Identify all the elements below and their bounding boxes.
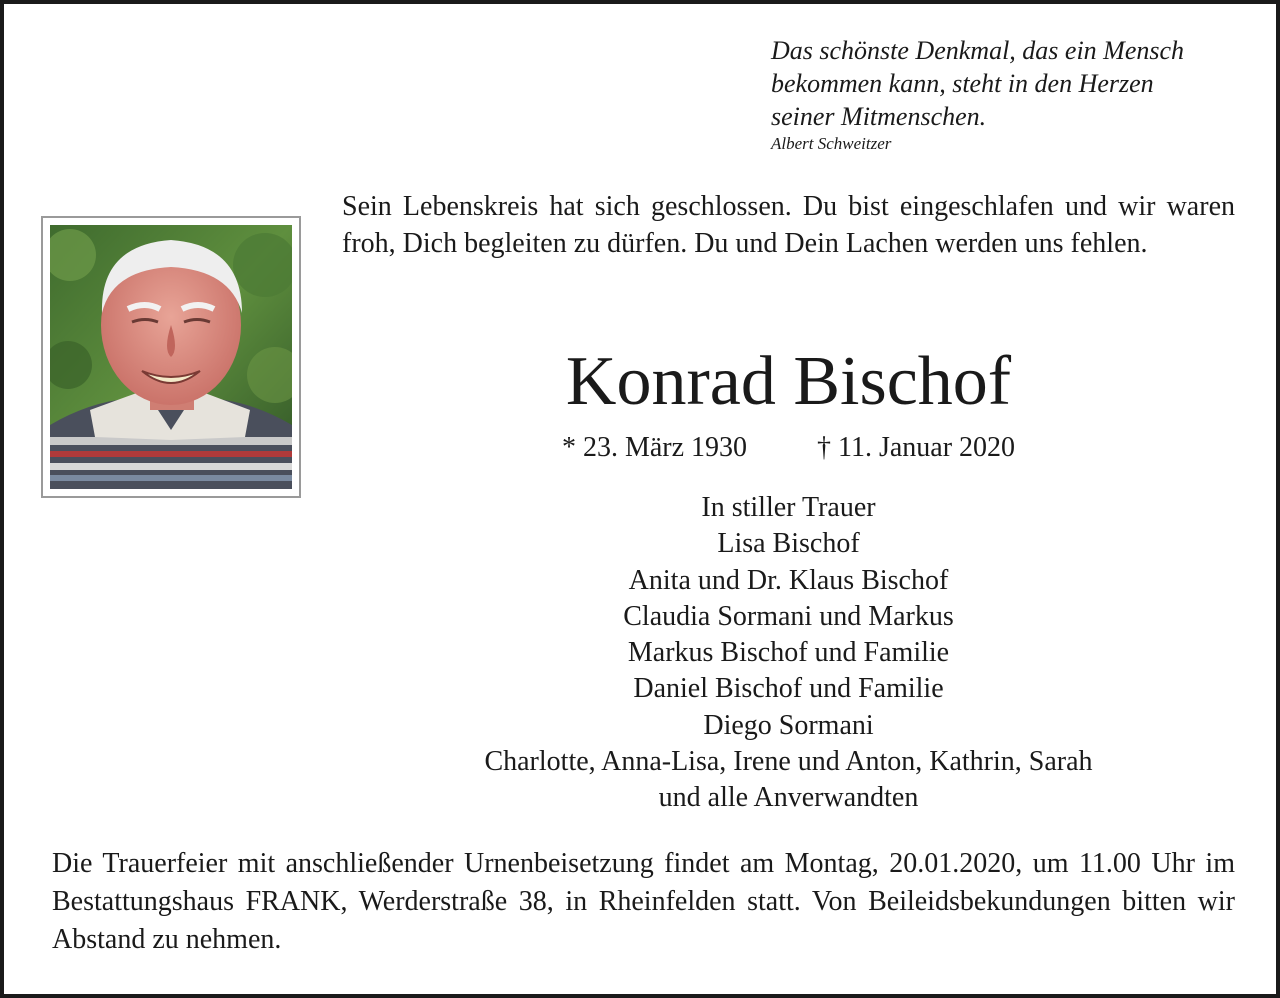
death-date: † 11. Januar 2020 <box>817 432 1016 463</box>
epigraph-quote <box>771 34 1251 155</box>
mourner-line: Anita und Dr. Klaus Bischof <box>628 564 949 596</box>
portrait-photo <box>41 216 301 498</box>
portrait-image <box>50 225 292 489</box>
quote-line: seiner Mitmenschen. <box>771 102 987 131</box>
mourner-line: Markus Bischof und Familie <box>627 637 950 669</box>
quote-line: Das schönste Denkmal, das ein Mensch <box>771 36 1185 65</box>
mourners-list <box>342 490 1235 817</box>
life-dates <box>342 429 1235 467</box>
quote-author: Albert Schweitzer <box>771 134 892 153</box>
mourner-line: Lisa Bischof <box>717 528 860 560</box>
funeral-info: Die Trauerfeier mit anschließender Urnenbeisetzung findet am Montag, 20.01.2020, um 11.00 Uhr im Bestattungshaus FRANK, Werderstraße 38, in Rheinfelden statt. Von Beileidsbekundungen bitten wir Abstand zu nehmen. <box>52 848 1235 955</box>
mourner-line: Charlotte, Anna-Lisa, Irene und Anton, Kathrin, Sarah <box>484 746 1093 778</box>
mourner-line: Claudia Sormani und Markus <box>623 600 954 632</box>
intro-text: Sein Lebenskreis hat sich geschlossen. Du bist eingeschlafen und wir waren froh, Dich begleiten zu dürfen. Du und Dein Lachen werden uns fehlen. <box>342 191 1235 259</box>
birth-date: * 23. März 1930 <box>561 432 748 463</box>
mourner-line: Daniel Bischof und Familie <box>633 673 944 705</box>
mourner-line: und alle Anverwandten <box>658 782 919 814</box>
mourner-line: Diego Sormani <box>703 709 874 741</box>
mourner-line: In stiller Trauer <box>701 492 876 523</box>
deceased-name: Konrad Bischof <box>565 343 1012 420</box>
quote-line: bekommen kann, steht in den Herzen <box>771 69 1154 98</box>
